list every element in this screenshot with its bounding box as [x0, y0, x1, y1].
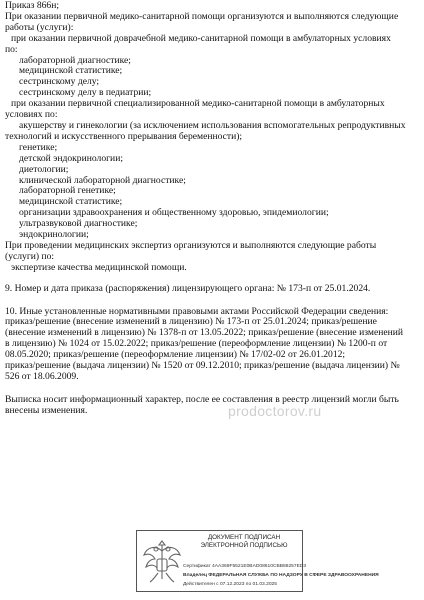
stamp-owner: Владелец ФЕДЕРАЛЬНАЯ СЛУЖБА ПО НАДЗОРУ В СФЕРЕ ЗДРАВООХРАНЕНИЯ: [183, 573, 379, 578]
list-item: эндокринологии;: [19, 229, 89, 241]
order-number-section: 9. Номер и дата приказа (распоряжения) лицензирующего органа: № 173-п от 25.01.2024.: [5, 282, 371, 294]
prehospital-care-heading-cont: по:: [5, 43, 18, 55]
primary-care-intro-cont: работы (услуги):: [5, 21, 74, 33]
stamp-certificate: Сертификат 4AA369F5521E0BAD08610CBB88257ED3: [183, 564, 307, 569]
other-info-line: (внесение изменений в лицензию) № 1378-п от 13.05.2022; приказ/решение (внесение изменений: [5, 327, 403, 339]
other-info-heading: 10. Иные установленные нормативными правовыми актами Российской Федерации сведения:: [5, 305, 389, 317]
list-item: клинической лабораторной диагностике;: [19, 174, 186, 186]
other-info-line: 526 от 18.06.2009.: [5, 371, 79, 382]
primary-care-intro: При оказании первичной медико-санитарной помощи организуются и выполняются следующие: [5, 10, 399, 22]
watermark: prodoctorov.ru: [228, 403, 322, 419]
list-item: лабораторной диагностике;: [19, 54, 131, 66]
expertise-intro: При проведении медицинских экспертиз организуются и выполняются следующие работы: [5, 239, 377, 251]
e-signature-stamp: [136, 530, 379, 592]
list-item: лабораторной генетике;: [19, 185, 116, 197]
list-item-cont: технологий и искусственного прерывания беременности);: [5, 130, 243, 142]
specialized-care-heading: при оказании первичной специализированной медико-санитарной помощи в амбулаторных: [11, 98, 385, 110]
list-item: генетике;: [19, 141, 58, 153]
document-body: [5, 1, 417, 417]
list-item: медицинской статистике;: [19, 65, 123, 77]
other-info-line: в лицензию) № 1024 от 15.02.2022; приказ/решение (переоформление лицензии) № 1200-п от: [5, 338, 388, 350]
list-item: акушерству и гинекологии (за исключением использования вспомогательных репродуктивных: [19, 119, 406, 131]
stamp-validity: Действителен с 07.12.2023 по 01.03.2025: [183, 582, 277, 587]
other-info-line: приказ/решение (выдача лицензии) № 1520 от 09.12.2010; приказ/решение (выдача лицензии) №: [5, 360, 400, 372]
disclaimer: Выписка носит информационный характер, после ее составления в реестр лицензий могли быть: [5, 393, 399, 405]
list-item: ультразвуковой диагностике;: [19, 218, 138, 230]
specialized-care-heading-cont: условиях по:: [5, 109, 58, 121]
list-item: медицинской статистике;: [19, 196, 123, 208]
disclaimer-cont: внесены изменения.: [5, 404, 88, 416]
list-item: сестринскому делу в педиатрии;: [19, 87, 152, 99]
list-item: сестринскому делу;: [19, 76, 100, 88]
stamp-title: ДОКУМЕНТ ПОДПИСАН ЭЛЕКТРОННОЙ ПОДПИСЬЮ: [200, 534, 288, 549]
list-item: организации здравоохранения и общественному здоровью, эпидемиологии;: [19, 207, 329, 219]
prehospital-care-heading: при оказании первичной доврачебной медико-санитарной помощи в амбулаторных условиях: [11, 32, 391, 44]
list-item: экспертизе качества медицинской помощи.: [11, 261, 187, 273]
list-item: диетологии;: [19, 163, 69, 175]
other-info-line: 08.05.2020; приказ/решение (переоформление лицензии) № 17/02-02 от 26.01.2012;: [5, 349, 346, 361]
other-info-line: приказ/решение (внесение изменений в лицензию) № 173-п от 25.01.2024; приказ/решение: [5, 316, 377, 328]
order-reference: Приказ 866н;: [5, 0, 60, 11]
list-item: детской эндокринологии;: [19, 152, 123, 164]
expertise-intro-cont: (услуги) по:: [5, 250, 55, 262]
coat-of-arms-icon: [141, 537, 183, 585]
